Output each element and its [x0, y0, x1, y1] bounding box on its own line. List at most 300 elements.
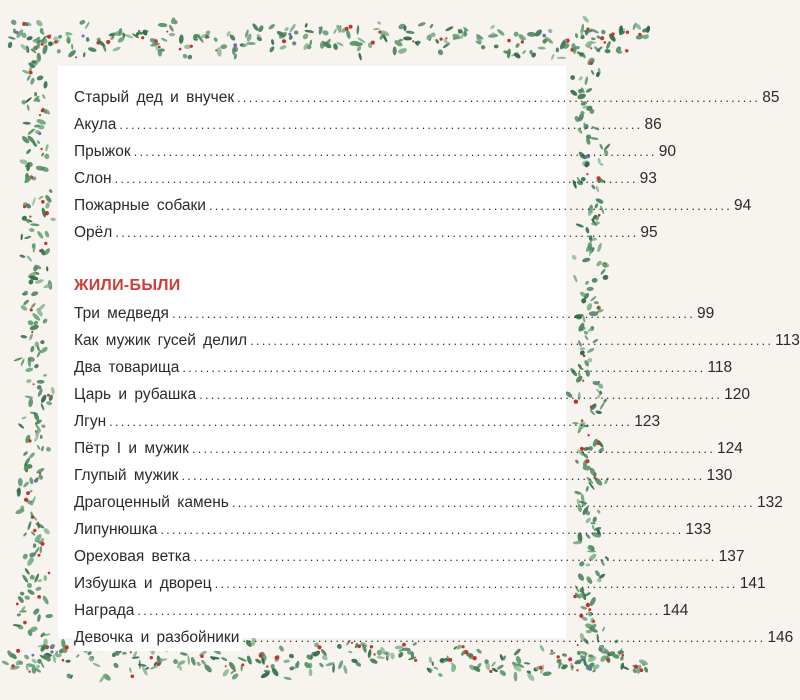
leaf: [76, 654, 80, 658]
leaf: [23, 654, 30, 661]
leaf: [169, 33, 176, 37]
berry: [371, 41, 375, 45]
leaf: [332, 664, 335, 673]
leaf: [437, 48, 444, 56]
leaf: [42, 595, 50, 606]
leaf: [527, 32, 536, 37]
leaf: [84, 21, 90, 29]
leaf: [569, 74, 575, 80]
leaf: [600, 29, 606, 35]
leaf: [526, 670, 531, 674]
leaf: [41, 152, 45, 157]
leaf: [302, 32, 310, 40]
leaf: [582, 257, 591, 263]
toc-entry-page: 90: [658, 143, 676, 160]
leaf: [10, 19, 18, 27]
leaf: [428, 656, 432, 663]
leaf: [283, 659, 290, 663]
berry: [29, 71, 33, 75]
leaf: [37, 614, 42, 623]
leaf: [601, 262, 610, 269]
leaf: [376, 656, 385, 660]
toc-entry-title: Лгун: [74, 408, 109, 435]
toc-entry-page: 130: [706, 467, 733, 484]
berry: [259, 654, 263, 658]
leaf: [562, 653, 568, 658]
leaf: [433, 666, 438, 670]
leaf: [602, 274, 609, 280]
berry: [266, 665, 268, 667]
leaf: [268, 23, 276, 30]
leaf: [87, 46, 97, 52]
berry: [319, 27, 321, 29]
leaf: [513, 672, 517, 682]
leaf: [26, 74, 31, 81]
dot-leader: ..........................................................................................: [160, 522, 684, 537]
dot-leader: ..........................................................................................: [133, 144, 657, 159]
leaf: [26, 35, 33, 41]
berry: [640, 669, 644, 673]
leaf: [221, 668, 230, 678]
leaf: [45, 202, 51, 209]
leaf: [158, 23, 168, 28]
toc-entry-title: Как мужик гусей делил: [74, 327, 250, 354]
leaf: [522, 50, 527, 55]
leaf: [24, 567, 31, 575]
leaf: [92, 662, 101, 668]
leaf: [20, 233, 23, 240]
berry: [200, 654, 204, 658]
leaf: [168, 24, 175, 32]
leaf: [30, 302, 36, 309]
leaf: [591, 37, 596, 40]
leaf: [591, 277, 598, 283]
dot-leader: ..........................................................................................: [109, 414, 633, 429]
leaf: [429, 23, 434, 29]
leaf: [393, 46, 397, 55]
dot-leader: ..........................................................................................: [171, 306, 696, 321]
berry: [82, 35, 85, 38]
toc-entry-title: Избушка и дворец: [74, 570, 215, 597]
leaf: [44, 230, 50, 238]
leaf: [43, 81, 48, 89]
leaf: [27, 128, 36, 136]
toc-entry: [74, 138, 676, 165]
toc-entry: [74, 84, 780, 111]
leaf: [270, 39, 274, 46]
leaf: [26, 379, 32, 384]
leaf: [220, 44, 228, 50]
leaf: [27, 521, 32, 531]
leaf: [19, 591, 24, 596]
leaf: [31, 197, 36, 207]
leaf: [269, 45, 276, 53]
toc-entry-page: 120: [724, 386, 751, 403]
leaf: [27, 319, 34, 326]
leaf: [390, 653, 394, 660]
leaf: [620, 662, 625, 670]
leaf: [25, 395, 34, 399]
berry: [39, 472, 41, 474]
leaf: [187, 54, 193, 61]
leaf: [377, 21, 382, 25]
leaf: [43, 575, 47, 581]
leaf: [294, 31, 299, 35]
leaf: [438, 672, 444, 677]
leaf: [595, 260, 602, 267]
dot-leader: ..........................................................................................: [114, 171, 638, 186]
berry: [23, 621, 27, 625]
berry: [30, 308, 33, 311]
leaf: [42, 94, 46, 100]
berry: [571, 666, 573, 668]
leaf: [27, 583, 33, 589]
leaf: [257, 25, 264, 33]
leaf: [605, 40, 611, 49]
leaf: [251, 23, 259, 32]
toc-entry-title: Ореховая ветка: [74, 543, 194, 570]
toc-entry-page: 113: [775, 332, 800, 349]
toc-entry-page: 132: [756, 494, 783, 511]
berry: [215, 49, 217, 51]
leaf: [40, 661, 45, 669]
berry: [45, 211, 49, 215]
leaf: [26, 104, 30, 111]
berry: [23, 205, 26, 208]
berry: [65, 645, 69, 649]
berry: [638, 33, 641, 36]
toc-entry-page: 141: [739, 575, 766, 592]
toc-entry-title: Слон: [74, 165, 115, 192]
leaf: [288, 653, 294, 659]
toc-entry: [74, 462, 733, 489]
leaf: [43, 374, 48, 377]
leaf: [494, 44, 499, 48]
berry: [37, 595, 41, 599]
leaf: [481, 45, 486, 50]
leaf: [44, 194, 53, 204]
berry: [40, 542, 44, 546]
toc-entry-title: Глупый мужик: [74, 462, 181, 489]
leaf: [46, 401, 53, 406]
dot-leader: ..........................................................................................: [208, 198, 733, 213]
berry: [34, 479, 37, 482]
berry: [16, 649, 20, 653]
leaf: [1, 660, 9, 666]
toc-entry: [74, 381, 751, 408]
leaf: [35, 19, 44, 28]
leaf: [35, 522, 45, 530]
toc-entry-page: 86: [644, 116, 662, 133]
berry: [33, 383, 35, 385]
berry: [282, 39, 286, 43]
dot-leader: ..........................................................................................: [250, 333, 774, 348]
leaf: [131, 656, 139, 659]
leaf: [179, 34, 184, 44]
leaf: [30, 345, 35, 352]
leaf: [445, 25, 454, 32]
berry: [29, 216, 31, 218]
berry: [106, 40, 110, 44]
leaf: [542, 671, 552, 677]
toc-entry-page: 93: [639, 170, 657, 187]
leaf: [26, 255, 33, 263]
leaf: [304, 29, 314, 33]
berry: [44, 242, 47, 245]
leaf: [578, 76, 584, 82]
leaf: [35, 586, 42, 592]
berry: [190, 45, 193, 48]
berry: [600, 36, 604, 40]
berry: [626, 31, 629, 34]
leaf: [71, 44, 73, 50]
leaf: [33, 543, 37, 548]
leaf: [29, 477, 34, 485]
leaf: [547, 28, 553, 34]
leaf: [43, 153, 50, 160]
toc-group-1: [74, 84, 780, 246]
leaf: [572, 274, 578, 283]
leaf: [17, 595, 25, 604]
leaf: [45, 446, 51, 452]
berry: [22, 23, 25, 26]
toc-entry: [74, 354, 733, 381]
berry: [75, 56, 77, 58]
berry: [234, 670, 236, 672]
berry: [233, 43, 237, 47]
toc-entry-page: 144: [662, 602, 689, 619]
leaf: [28, 398, 34, 408]
toc-entry-page: 146: [767, 629, 794, 646]
leaf: [246, 655, 253, 665]
toc-entry-title: Девочка и разбойники: [74, 624, 242, 651]
leaf: [187, 655, 190, 665]
toc-entry: [74, 624, 794, 651]
leaf: [345, 30, 351, 40]
leaf: [31, 658, 38, 664]
berry: [507, 39, 511, 43]
berry: [38, 132, 41, 135]
leaf: [23, 532, 28, 537]
leaf: [65, 659, 71, 663]
toc-entry: [74, 435, 743, 462]
leaf: [7, 41, 13, 48]
leaf: [237, 656, 247, 662]
berry: [62, 659, 65, 662]
leaf: [41, 446, 45, 452]
leaf: [291, 40, 297, 46]
leaf: [45, 144, 50, 152]
leaf: [38, 195, 44, 200]
toc-entry: [74, 516, 712, 543]
leaf: [139, 660, 141, 669]
leaf: [417, 21, 426, 27]
leaf: [180, 652, 188, 657]
berry: [625, 49, 628, 52]
toc-entry-page: 137: [718, 548, 745, 565]
leaf: [20, 334, 27, 338]
berry: [622, 654, 625, 657]
leaf: [620, 656, 625, 661]
leaf: [397, 47, 407, 55]
leaf: [41, 424, 45, 427]
berry: [157, 663, 160, 666]
leaf: [373, 28, 380, 31]
leaf: [29, 574, 36, 580]
leaf: [405, 30, 415, 34]
toc-entry-title: Орёл: [74, 219, 115, 246]
leaf: [642, 33, 649, 40]
leaf: [254, 658, 262, 665]
leaf: [22, 553, 29, 560]
toc-entry-page: 124: [717, 440, 743, 457]
berry: [50, 650, 53, 653]
toc-entry-page: 94: [734, 197, 752, 214]
leaf: [27, 588, 36, 595]
toc-entry: [74, 597, 689, 624]
berry: [373, 653, 375, 655]
leaf: [112, 662, 119, 669]
toc-entry-title: Награда: [74, 597, 137, 624]
toc-entry: [74, 327, 800, 354]
leaf: [513, 31, 520, 38]
berry: [590, 47, 592, 49]
leaf: [526, 672, 536, 682]
toc-entry-title: Пётр I и мужик: [74, 435, 192, 462]
leaf: [36, 444, 41, 450]
leaf: [318, 662, 324, 668]
toc-entry: [74, 300, 715, 327]
dot-leader: ..........................................................................................: [199, 387, 723, 402]
leaf: [25, 148, 31, 155]
leaf: [22, 481, 29, 488]
berry: [440, 38, 443, 41]
leaf: [45, 614, 53, 619]
leaf: [50, 387, 55, 395]
leaf: [337, 660, 344, 670]
toc-entry-page: 85: [762, 89, 780, 106]
leaf: [604, 49, 610, 54]
toc-entry-title: Акула: [74, 111, 119, 138]
berry: [166, 31, 168, 33]
leaf: [289, 666, 295, 671]
leaf: [13, 357, 23, 362]
berry: [275, 656, 279, 660]
berry: [604, 41, 607, 44]
leaf: [21, 99, 27, 105]
leaf: [489, 24, 495, 30]
berry: [47, 35, 51, 39]
leaf: [491, 661, 497, 667]
leaf: [356, 25, 359, 35]
berry: [41, 200, 45, 204]
toc-entry: [74, 570, 766, 597]
leaf: [322, 29, 330, 36]
leaf: [182, 53, 188, 59]
leaf: [50, 218, 56, 222]
leaf: [40, 403, 45, 411]
berry: [40, 148, 42, 150]
leaf: [221, 656, 228, 661]
dot-leader: ..........................................................................................: [119, 117, 643, 132]
leaf: [309, 669, 313, 677]
berry: [158, 46, 161, 49]
toc-entry-title: Два товарища: [74, 354, 182, 381]
berry: [130, 651, 132, 653]
leaf: [584, 280, 589, 285]
leaf: [358, 52, 362, 60]
toc-entry-title: Царь и рубашка: [74, 381, 199, 408]
leaf: [333, 28, 338, 34]
leaf: [29, 333, 34, 341]
berry: [141, 36, 144, 39]
berry: [489, 670, 492, 673]
leaf: [21, 416, 27, 420]
leaf: [343, 665, 348, 675]
dot-leader: ..........................................................................................: [115, 225, 639, 240]
leaf: [304, 23, 308, 28]
leaf: [20, 304, 28, 312]
berry: [48, 572, 51, 575]
berry: [590, 62, 593, 65]
berry: [150, 656, 153, 659]
berry: [472, 656, 476, 660]
leaf: [129, 667, 133, 673]
leaf: [435, 38, 440, 44]
berry: [588, 667, 592, 671]
leaf: [83, 52, 86, 58]
leaf: [432, 661, 434, 666]
berry: [179, 48, 182, 51]
leaf: [369, 657, 378, 665]
toc-entry-page: 118: [707, 359, 733, 376]
leaf: [42, 318, 49, 325]
berry: [542, 34, 546, 38]
berry: [39, 114, 41, 116]
berry: [225, 665, 227, 667]
leaf: [496, 664, 504, 671]
toc-entry: [74, 111, 662, 138]
leaf: [228, 661, 237, 672]
table-of-contents: [74, 84, 800, 651]
dot-leader: ..........................................................................................: [191, 441, 716, 456]
dot-leader: ..........................................................................................: [214, 576, 738, 591]
leaf: [20, 358, 25, 366]
berry: [445, 37, 447, 39]
toc-entry-title: Пожарные собаки: [74, 192, 209, 219]
dot-leader: ..........................................................................................: [193, 549, 717, 564]
leaf: [40, 394, 48, 404]
leaf: [19, 254, 26, 259]
leaf: [264, 670, 271, 674]
leaf: [86, 37, 90, 42]
leaf: [16, 613, 21, 617]
dot-leader: ..........................................................................................: [237, 90, 761, 105]
berry: [51, 646, 54, 649]
berry: [414, 659, 417, 662]
leaf: [22, 451, 28, 457]
berry: [38, 554, 41, 557]
leaf: [537, 46, 545, 49]
toc-group-2: [74, 300, 800, 651]
leaf: [592, 669, 597, 673]
leaf: [30, 223, 40, 226]
berry: [28, 439, 31, 442]
berry: [349, 25, 353, 29]
berry: [54, 40, 57, 43]
toc-entry-title: Старый дед и внучек: [74, 84, 237, 111]
leaf: [37, 579, 42, 583]
